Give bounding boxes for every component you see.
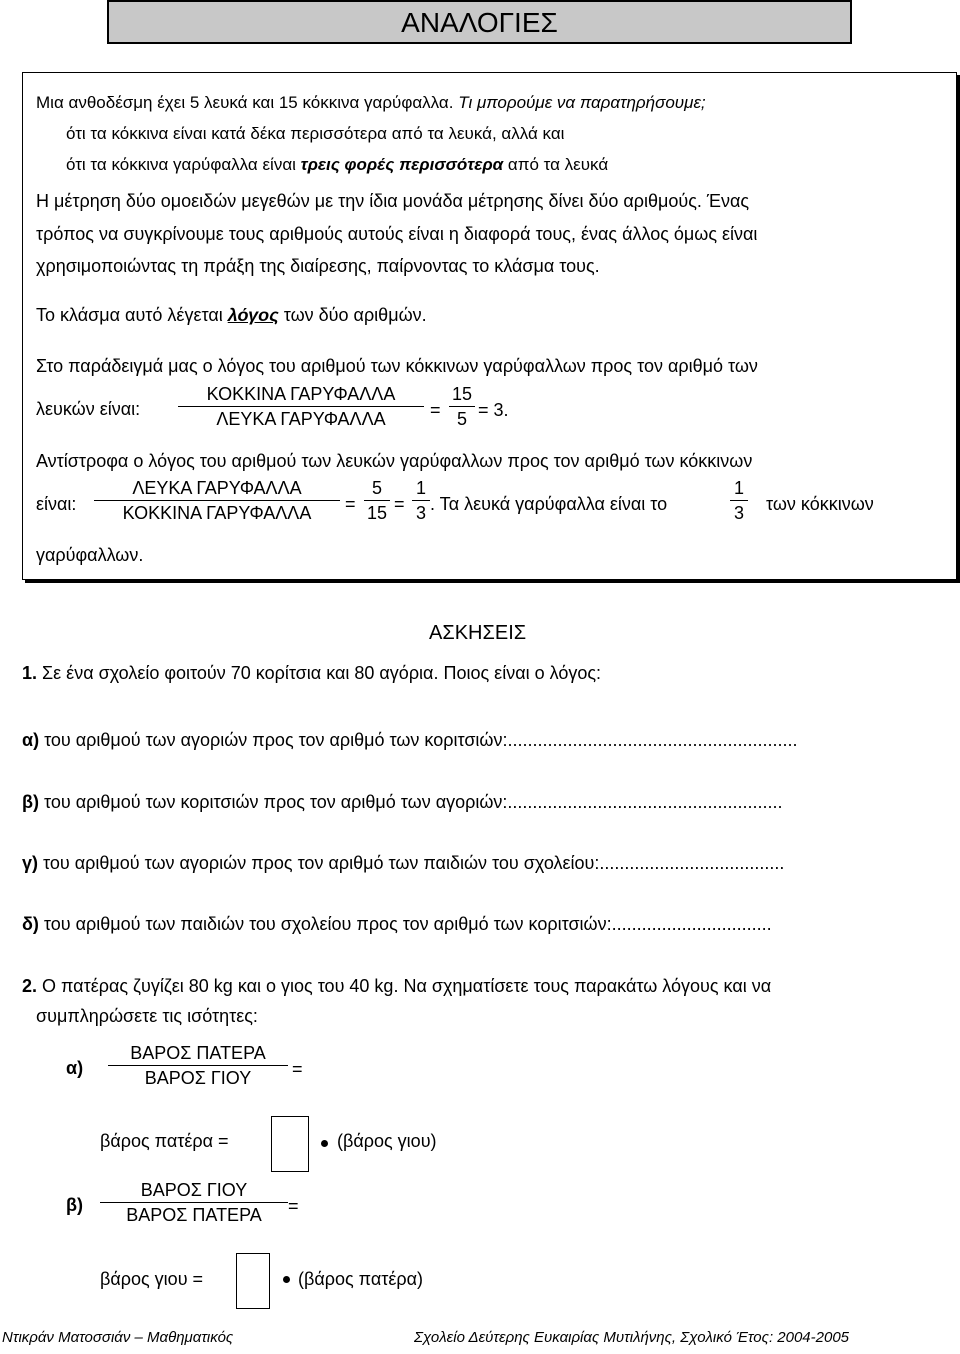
intro-text: από τα λευκά <box>503 155 609 174</box>
intro-text: Μια ανθοδέσμη έχει 5 λευκά και 15 κόκκινα γαρύφαλλα. <box>36 93 459 112</box>
fraction-numerator: 1 <box>415 478 426 498</box>
item-label: β) <box>22 792 39 812</box>
exercise-2 <box>22 976 771 997</box>
answer-box[interactable] <box>271 1116 309 1172</box>
inverse-tail-2: των κόκκινων <box>766 494 874 514</box>
fraction-denominator: ΚΟΚΚΙΝΑ ΓΑΡΥΦΑΛΛΑ <box>122 503 312 523</box>
fraction-bar <box>94 500 340 501</box>
intro-line-2: ότι τα κόκκινα είναι κατά δέκα περισσότερα από τα λευκά, αλλά και <box>66 124 565 143</box>
exercise-2b-fill-right: (βάρος πατέρα) <box>298 1269 424 1289</box>
inverse-line-1: Αντίστροφα ο λόγος του αριθμού των λευκών γαρύφαλλων προς τον αριθμό των κόκκινων <box>36 451 753 471</box>
fraction-numerator: ΒΑΡΟΣ ΠΑΤΕΡΑ <box>130 1043 266 1063</box>
equals-sign: = <box>345 494 356 514</box>
exercise-number: 2. <box>22 976 38 996</box>
ratio-text: των δύο αριθμών. <box>278 305 427 325</box>
inverse-simplified-fraction <box>412 478 430 524</box>
inverse-tail: . Τα λευκά γαρύφαλλα είναι το <box>430 494 668 514</box>
exercise-1b <box>22 792 782 813</box>
page-title: ΑΝΑΛΟΓΙΕΣ <box>107 0 852 44</box>
fraction-denominator: 15 <box>366 503 388 523</box>
exercises-heading: ΑΣΚΗΣΕΙΣ <box>429 622 527 644</box>
fraction-bar <box>449 406 475 407</box>
inverse-fraction <box>94 478 340 524</box>
fraction-bar <box>178 406 424 407</box>
item-text: του αριθμού των κοριτσιών προς τον αριθμό των αγοριών:....................................................... <box>38 792 783 812</box>
fraction-denominator: ΒΑΡΟΣ ΓΙΟΥ <box>144 1068 252 1088</box>
exercise-question: Ποιος είναι ο λόγος: <box>443 663 602 683</box>
equals-sign: = <box>430 400 441 420</box>
equals-sign: = <box>394 494 405 514</box>
fraction-bar <box>730 500 748 501</box>
exercise-2a-fraction <box>108 1043 288 1089</box>
multiply-dot-icon <box>283 1276 290 1283</box>
ratio-term: λόγος <box>227 305 279 325</box>
intro-text: ότι τα κόκκινα γαρύφαλλα είναι <box>66 155 301 174</box>
ratio-text: Το κλάσμα αυτό λέγεται <box>36 305 228 325</box>
intro-line-3 <box>66 155 608 175</box>
ratio-definition <box>36 305 427 326</box>
footer-author: Ντικράν Ματοσσιάν – Μαθηματικός <box>2 1329 234 1346</box>
exercise-2-line-2: συμπληρώσετε τις ισότητες: <box>36 1006 258 1026</box>
exercise-2b-fraction <box>100 1180 288 1226</box>
equals-sign: = <box>288 1196 299 1216</box>
fraction-numerator: 1 <box>733 478 744 498</box>
inverse-number-fraction <box>364 478 390 524</box>
intro-question: Τι μπορούμε να παρατηρήσουμε; <box>458 93 706 112</box>
exercise-text: Να σχηματίσετε τους παρακάτω λόγους και να <box>403 976 772 996</box>
item-text: του αριθμού των αγοριών προς τον αριθμό των παιδιών του σχολείου:..................................... <box>38 853 785 873</box>
para-line-1: Η μέτρηση δύο ομοειδών μεγεθών με την ίδια μονάδα μέτρησης δίνει δύο αριθμούς. Ένας <box>36 191 750 211</box>
fraction-denominator: ΛΕΥΚΑ ΓΑΡΥΦΑΛΛΑ <box>216 409 386 429</box>
exercise-2b-fill-left: βάρος γιου = <box>100 1269 204 1289</box>
footer-school: Σχολείο Δεύτερης Ευκαιρίας Μυτιλήνης, Σχολικό Έτος: 2004-2005 <box>414 1329 850 1346</box>
exercise-text: Ο πατέρας ζυγίζει 80 kg και ο γιος του 40 kg. <box>37 976 404 996</box>
fraction-numerator: 5 <box>371 478 382 498</box>
item-text: του αριθμού των παιδιών του σχολείου προς τον αριθμό των κοριτσιών:................................ <box>38 914 772 934</box>
fraction-denominator: 3 <box>733 503 744 523</box>
fraction-denominator: 3 <box>415 503 426 523</box>
intro-emphasis: τρεις φορές περισσότερα <box>300 155 504 174</box>
item-label: γ) <box>22 853 39 873</box>
exercise-1c <box>22 853 784 874</box>
inverse-third-fraction <box>730 478 748 524</box>
fraction-denominator: 5 <box>456 409 467 429</box>
exercise-2a-label: α) <box>66 1058 84 1078</box>
example-fraction <box>178 384 424 430</box>
para-line-3: χρησιμοποιώντας τη πράξη της διαίρεσης, παίρνοντας το κλάσμα τους. <box>36 256 600 276</box>
exercise-2a-fill-left: βάρος πατέρα = <box>100 1131 229 1151</box>
exercise-1 <box>22 663 601 684</box>
equals-sign: = <box>292 1059 303 1079</box>
example-line-1: Στο παράδειγμά μας ο λόγος του αριθμού των κόκκινων γαρύφαλλων προς τον αριθμό των <box>36 356 758 376</box>
example-number-fraction <box>449 384 475 430</box>
exercise-2a-fill-right: (βάρος γιου) <box>337 1131 437 1151</box>
inverse-prefix: είναι: <box>36 494 77 514</box>
exercise-text: Σε ένα σχολείο φοιτούν 70 κορίτσια και 80 αγόρια. <box>37 663 444 683</box>
fraction-numerator: ΚΟΚΚΙΝΑ ΓΑΡΥΦΑΛΛΑ <box>206 384 396 404</box>
example-result: = 3. <box>478 400 509 420</box>
item-text: του αριθμού των αγοριών προς τον αριθμό των κοριτσιών:.......................................................... <box>39 730 798 750</box>
fraction-numerator: ΒΑΡΟΣ ΓΙΟΥ <box>140 1180 248 1200</box>
multiply-dot-icon <box>321 1140 328 1147</box>
answer-box[interactable] <box>236 1253 270 1309</box>
intro-line-1 <box>36 93 706 113</box>
example-prefix: λευκών είναι: <box>36 399 141 419</box>
exercise-1a <box>22 730 798 751</box>
item-label: α) <box>22 730 40 750</box>
exercise-1d <box>22 914 772 935</box>
para-line-2: τρόπος να συγκρίνουμε τους αριθμούς αυτούς είναι η διαφορά τους, ένας άλλος όμως είναι <box>36 224 758 244</box>
fraction-numerator: 15 <box>451 384 473 404</box>
fraction-bar <box>108 1065 288 1066</box>
fraction-bar <box>412 500 430 501</box>
fraction-bar <box>364 500 390 501</box>
item-label: δ) <box>22 914 39 934</box>
fraction-bar <box>100 1202 288 1203</box>
fraction-numerator: ΛΕΥΚΑ ΓΑΡΥΦΑΛΛΑ <box>132 478 302 498</box>
inverse-last: γαρύφαλλων. <box>36 545 144 565</box>
exercise-number: 1. <box>22 663 38 683</box>
fraction-denominator: ΒΑΡΟΣ ΠΑΤΕΡΑ <box>126 1205 262 1225</box>
exercise-2b-label: β) <box>66 1195 83 1215</box>
